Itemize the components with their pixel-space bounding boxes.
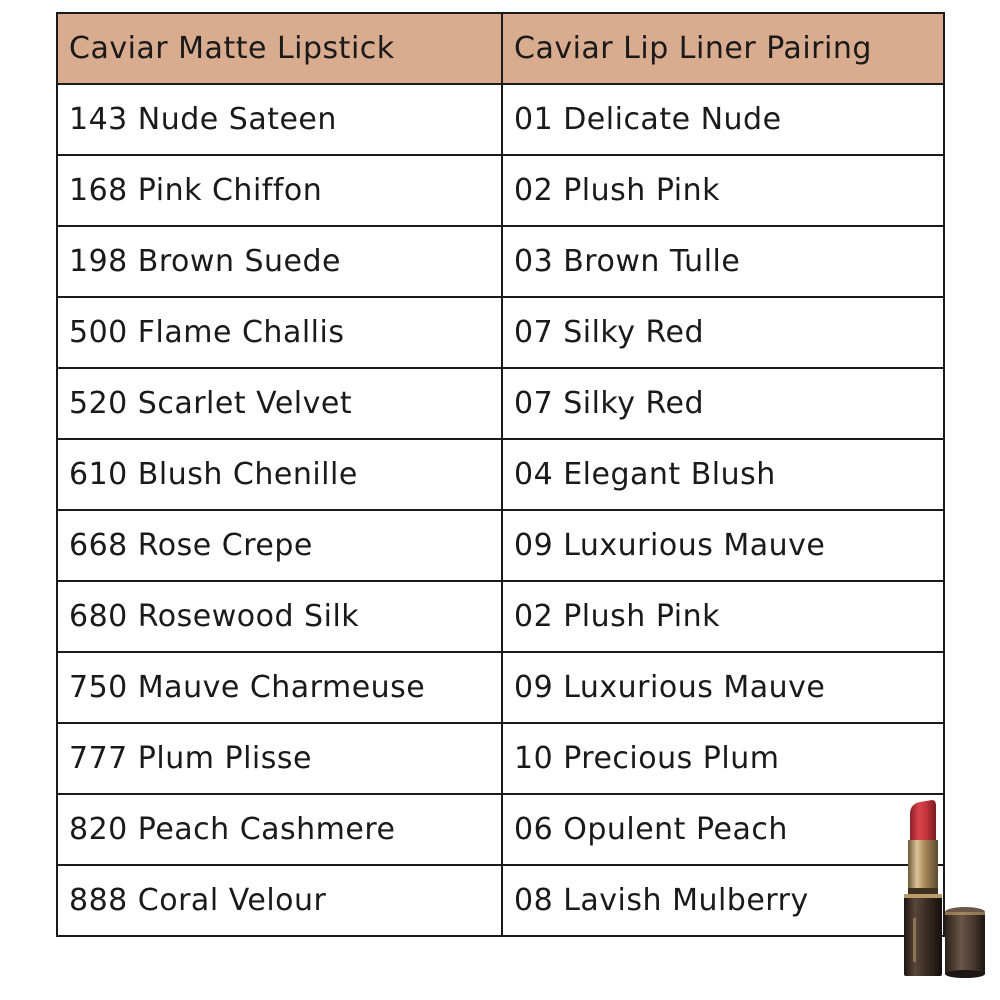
header-lipstick: Caviar Matte Lipstick [57, 13, 502, 84]
lipstick-cell: 777 Plum Plisse [57, 723, 502, 794]
lipstick-cell: 668 Rose Crepe [57, 510, 502, 581]
table-body [57, 84, 944, 936]
lipstick-cell: 520 Scarlet Velvet [57, 368, 502, 439]
lipstick-cell: 888 Coral Velour [57, 865, 502, 936]
lipstick-pairing-table-container [56, 12, 943, 937]
table-row [57, 794, 944, 865]
lipstick-cell: 500 Flame Challis [57, 297, 502, 368]
liner-cell: 06 Opulent Peach [502, 794, 944, 865]
lipstick-cell: 198 Brown Suede [57, 226, 502, 297]
lipstick-cell: 750 Mauve Charmeuse [57, 652, 502, 723]
table-row [57, 865, 944, 936]
liner-cell: 01 Delicate Nude [502, 84, 944, 155]
lipstick-cell: 820 Peach Cashmere [57, 794, 502, 865]
liner-cell: 07 Silky Red [502, 297, 944, 368]
table-row [57, 510, 944, 581]
liner-cell: 09 Luxurious Mauve [502, 510, 944, 581]
liner-cell: 02 Plush Pink [502, 155, 944, 226]
liner-cell: 10 Precious Plum [502, 723, 944, 794]
header-row [57, 13, 944, 84]
lipstick-cell: 168 Pink Chiffon [57, 155, 502, 226]
liner-cell: 03 Brown Tulle [502, 226, 944, 297]
lipstick-icon [896, 800, 988, 978]
table-row [57, 652, 944, 723]
liner-cell: 08 Lavish Mulberry [502, 865, 944, 936]
liner-cell: 02 Plush Pink [502, 581, 944, 652]
liner-cell: 04 Elegant Blush [502, 439, 944, 510]
table-header [57, 13, 944, 84]
table-row [57, 155, 944, 226]
table-row [57, 439, 944, 510]
table-row [57, 297, 944, 368]
lipstick-cell: 680 Rosewood Silk [57, 581, 502, 652]
lipstick-cell: 610 Blush Chenille [57, 439, 502, 510]
table-row [57, 581, 944, 652]
liner-cell: 07 Silky Red [502, 368, 944, 439]
lipstick-cell: 143 Nude Sateen [57, 84, 502, 155]
liner-cell: 09 Luxurious Mauve [502, 652, 944, 723]
table-row [57, 84, 944, 155]
table-row [57, 723, 944, 794]
header-lip-liner: Caviar Lip Liner Pairing [502, 13, 944, 84]
table-row [57, 368, 944, 439]
lipstick-pairing-table [56, 12, 945, 937]
table-row [57, 226, 944, 297]
